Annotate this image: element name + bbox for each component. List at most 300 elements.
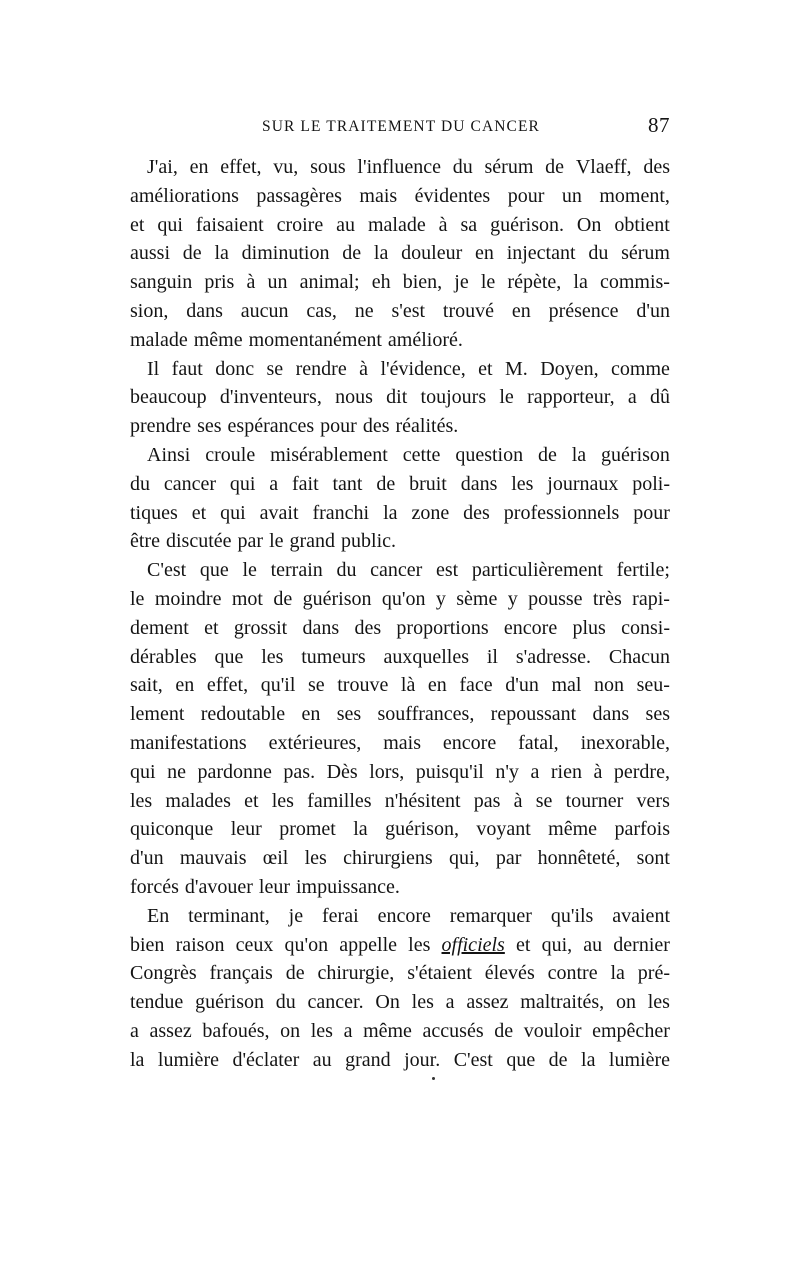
text-line <box>130 1017 670 1046</box>
word: pour <box>507 184 545 207</box>
word: moindre <box>154 587 222 610</box>
text-line <box>130 470 670 499</box>
word: fertile; <box>616 559 670 582</box>
word: bafoués, <box>202 1019 270 1042</box>
text-line <box>130 412 670 441</box>
word: un <box>561 184 582 207</box>
word: et <box>130 213 145 236</box>
word: rapporteur, <box>527 386 615 409</box>
text-line <box>130 815 670 844</box>
word: mais <box>383 731 421 754</box>
text-line <box>130 499 670 528</box>
word: J'ai, <box>147 156 178 178</box>
word: au <box>336 213 356 236</box>
word: ses <box>336 703 362 726</box>
word: impuissance. <box>295 875 400 898</box>
word: a <box>627 386 637 409</box>
text-line <box>130 383 670 412</box>
word: de <box>273 587 293 610</box>
word: puisqu'il <box>415 760 484 783</box>
word: de <box>545 156 565 178</box>
word: de <box>342 242 362 265</box>
word: l'évidence, <box>380 357 466 380</box>
word: terrain <box>270 559 323 582</box>
word: il <box>486 645 498 668</box>
word: ne <box>354 299 374 322</box>
word: lors, <box>369 760 405 783</box>
word: appelle <box>339 933 398 956</box>
text-line <box>130 441 670 470</box>
word: en <box>175 674 195 697</box>
word: élevés <box>484 962 535 985</box>
word: commis- <box>599 271 670 294</box>
word: mauvais <box>179 847 247 870</box>
word: et <box>478 357 493 380</box>
word: bruit <box>409 472 447 495</box>
word: pour <box>320 415 357 438</box>
word: malades <box>165 789 231 812</box>
word: injectant <box>506 242 576 265</box>
word: dement <box>130 616 189 639</box>
word: de <box>182 242 202 265</box>
word: la <box>383 501 398 524</box>
word: rapi- <box>632 587 670 610</box>
word: que <box>506 1048 536 1071</box>
word: même <box>193 328 243 351</box>
word: sa <box>460 213 478 236</box>
word: est <box>435 559 459 582</box>
word: là <box>400 674 416 697</box>
word: faisaient <box>195 213 264 236</box>
word: qu'ils <box>550 904 594 927</box>
word: tumeurs <box>301 645 366 668</box>
text-line <box>130 671 670 700</box>
word: Congrès <box>130 962 197 985</box>
word: non <box>594 674 625 697</box>
word: sérum <box>484 156 534 178</box>
word: lumière <box>157 1048 219 1071</box>
word: dit <box>386 386 408 409</box>
word: terminant, <box>188 904 270 927</box>
word: se <box>535 789 553 812</box>
word: vu, <box>273 156 299 178</box>
word: C'est <box>453 1048 493 1071</box>
word: par <box>237 530 264 553</box>
word: l'influence <box>357 156 441 178</box>
word: pris <box>204 271 235 294</box>
word: promet <box>279 818 336 841</box>
word: a <box>130 1019 139 1042</box>
word: et <box>204 616 219 639</box>
word: guérison, <box>385 818 459 841</box>
word: le <box>499 386 514 409</box>
text-line <box>130 931 670 960</box>
word: à <box>513 789 523 812</box>
text-line <box>130 959 670 988</box>
word: leur <box>230 818 262 841</box>
word: lumière <box>608 1048 670 1071</box>
word: repoussant <box>490 703 577 726</box>
word: ceux <box>235 933 274 956</box>
word: n'y <box>495 760 519 783</box>
word: fatal, <box>518 731 559 754</box>
word: particulièrement <box>471 559 603 582</box>
word: quiconque <box>130 818 214 841</box>
word: pour <box>633 501 670 524</box>
word: guérison <box>195 991 264 1014</box>
word: chirurgie, <box>317 962 395 985</box>
word: perdre, <box>613 760 670 783</box>
word: proportions <box>396 616 489 639</box>
word: redoutable <box>200 703 286 726</box>
word: par <box>495 847 522 870</box>
word: passagères <box>256 184 342 207</box>
print-speck <box>432 1077 435 1080</box>
text-line <box>130 239 670 268</box>
word: qui, <box>541 933 573 956</box>
word: malade <box>367 213 426 236</box>
word: ferai <box>322 904 359 927</box>
text-line <box>130 988 670 1017</box>
word: les <box>310 1019 333 1042</box>
word: grand <box>289 530 336 553</box>
word: en <box>475 242 494 265</box>
word: très <box>592 587 622 610</box>
word: a <box>530 760 540 783</box>
text-line <box>130 1046 670 1075</box>
word: de <box>494 1019 514 1042</box>
word: a <box>445 991 455 1014</box>
word: s'étaient <box>407 962 472 985</box>
text-line <box>130 556 670 585</box>
word: en <box>189 156 209 178</box>
word: extérieures, <box>268 731 362 754</box>
word: contre <box>547 962 598 985</box>
word: la <box>214 242 229 265</box>
word: donc <box>215 357 255 380</box>
word: ne <box>167 760 186 783</box>
word: aucun <box>240 299 289 322</box>
word: espérances <box>227 415 315 438</box>
text-line <box>130 153 670 182</box>
word: cancer. <box>307 991 364 1014</box>
word: d'un <box>130 847 164 870</box>
word: amélioré. <box>387 328 463 351</box>
text-line <box>130 268 670 297</box>
word: Ainsi <box>147 443 191 466</box>
text-line <box>130 211 670 240</box>
word: cancer <box>370 559 423 582</box>
word: y <box>507 587 518 610</box>
word: qui <box>229 472 256 495</box>
word: un <box>267 271 288 294</box>
word: les <box>411 991 434 1014</box>
word: parfois <box>614 818 670 841</box>
word: jour. <box>404 1048 441 1071</box>
word: la <box>610 962 625 985</box>
word: la <box>571 443 587 466</box>
word: présence <box>548 299 619 322</box>
text-line <box>130 873 670 902</box>
running-title: SUR LE TRAITEMENT DU CANCER <box>262 118 540 135</box>
word: ses <box>197 415 222 438</box>
word: a <box>343 1019 353 1042</box>
word: pas. <box>283 760 316 783</box>
word: Chacun <box>608 645 670 668</box>
word: cette <box>402 443 441 466</box>
word: guérison <box>601 443 670 466</box>
word: pas <box>473 789 501 812</box>
word: évidentes <box>414 184 491 207</box>
word: honnêteté, <box>537 847 621 870</box>
word: a <box>269 472 279 495</box>
word: journaux <box>547 472 619 495</box>
word: accusés <box>422 1019 484 1042</box>
word: répète, <box>507 271 562 294</box>
word: français <box>209 962 273 985</box>
text-line <box>130 182 670 211</box>
word: C'est <box>147 559 187 582</box>
word: les <box>261 645 284 668</box>
text-line <box>130 585 670 614</box>
word: même <box>363 1019 412 1042</box>
word: et <box>515 933 531 956</box>
word: professionnels <box>503 501 620 524</box>
word: les <box>647 991 670 1014</box>
word: forcés <box>130 875 179 898</box>
word: grand <box>345 1048 391 1071</box>
word: en <box>511 299 531 322</box>
word: qu'il <box>260 674 296 697</box>
word: sait, <box>130 674 163 697</box>
word: encore <box>503 616 558 639</box>
text-line <box>130 729 670 758</box>
word: misérablement <box>270 443 388 466</box>
word: d'un <box>636 299 670 322</box>
word: guérison. <box>490 213 564 236</box>
word: on <box>615 991 636 1014</box>
word: rien <box>550 760 582 783</box>
word: encore <box>442 731 497 754</box>
word: prendre <box>130 415 192 438</box>
word: des <box>362 415 390 438</box>
word: avait <box>259 501 299 524</box>
word: la <box>581 1048 596 1071</box>
text-line <box>130 902 670 931</box>
word: trouve <box>337 674 389 697</box>
word: face <box>459 674 493 697</box>
word: croule <box>205 443 256 466</box>
word: du <box>130 472 150 495</box>
word: mais <box>359 184 398 207</box>
word: dû <box>650 386 670 409</box>
word: du <box>452 156 473 178</box>
word: dans <box>592 703 630 726</box>
word: animal; <box>299 271 360 294</box>
text-line <box>130 643 670 672</box>
word: trouvé <box>442 299 494 322</box>
word: réalités. <box>395 415 459 438</box>
word: des <box>643 156 670 178</box>
word: même <box>548 818 598 841</box>
word: avaient <box>612 904 670 927</box>
word: plus <box>572 616 606 639</box>
word: qui <box>220 501 246 524</box>
word: Doyen, <box>540 357 599 380</box>
word: des <box>463 501 490 524</box>
word: je <box>454 271 469 294</box>
word: le <box>480 271 496 294</box>
word: poli- <box>632 472 670 495</box>
running-head <box>130 113 670 138</box>
word: d'éclater <box>232 1048 300 1071</box>
body-text <box>130 153 670 1075</box>
word: faut <box>171 357 203 380</box>
text-line <box>130 614 670 643</box>
word: qu'on <box>381 587 426 610</box>
word: Il <box>147 357 160 380</box>
text-line <box>130 326 670 355</box>
word: bien <box>130 933 165 956</box>
word: au <box>583 933 603 956</box>
word: auxquelles <box>383 645 470 668</box>
word: à <box>359 357 369 380</box>
word: de <box>548 1048 568 1071</box>
word: les <box>271 789 294 812</box>
text-line <box>130 355 670 384</box>
word: de <box>376 472 396 495</box>
word: empêcher <box>592 1019 670 1042</box>
word: chirurgiens <box>343 847 433 870</box>
word: la <box>373 242 389 265</box>
text-line <box>130 844 670 873</box>
word: on <box>280 1019 301 1042</box>
word: pardonne <box>197 760 272 783</box>
word: effet, <box>206 674 249 697</box>
word: discutée <box>165 530 232 553</box>
word: tendue <box>130 991 184 1014</box>
word: ses <box>645 703 670 726</box>
word: encore <box>377 904 431 927</box>
word: cas, <box>306 299 337 322</box>
word: grossit <box>233 616 288 639</box>
word: se <box>307 674 325 697</box>
word: n'hésitent <box>384 789 461 812</box>
word: leur <box>258 875 290 898</box>
word: au <box>312 1048 332 1071</box>
word: beaucoup <box>130 386 207 409</box>
word: qui <box>157 213 183 236</box>
word: cancer <box>163 472 217 495</box>
word: en <box>301 703 321 726</box>
word: public. <box>341 530 397 553</box>
text-line <box>130 787 670 816</box>
page-number: 87 <box>648 113 670 137</box>
word: souffrances, <box>377 703 475 726</box>
word: que <box>199 559 229 582</box>
word: dérables <box>130 645 197 668</box>
word: améliorations <box>130 184 239 207</box>
word: à <box>438 213 448 236</box>
word: et <box>191 501 207 524</box>
word: dans <box>460 472 498 495</box>
word: effet, <box>220 156 262 178</box>
word: obtient <box>614 213 670 236</box>
word: la <box>130 1048 145 1071</box>
word: le <box>242 559 257 582</box>
word: du <box>275 991 296 1014</box>
word: de <box>285 962 305 985</box>
word: malade <box>130 328 188 351</box>
word: momentanément <box>248 328 382 351</box>
word: remarquer <box>449 904 532 927</box>
word: bien, <box>402 271 443 294</box>
word: de <box>537 443 557 466</box>
word: y <box>435 587 446 610</box>
word: En <box>147 904 170 927</box>
word: œil <box>262 847 289 870</box>
word: à <box>593 760 603 783</box>
word: du <box>588 242 609 265</box>
word: s'adresse. <box>515 645 592 668</box>
word: seu- <box>636 674 670 697</box>
word: aussi <box>130 242 170 265</box>
word: voyant <box>476 818 531 841</box>
word: d'inventeurs, <box>219 386 322 409</box>
word: sont <box>636 847 670 870</box>
text-line <box>130 700 670 729</box>
word: être <box>130 530 160 553</box>
text-line <box>130 527 670 556</box>
word: franchi <box>312 501 370 524</box>
word: sème <box>456 587 498 610</box>
word: zone <box>411 501 450 524</box>
word: s'est <box>391 299 426 322</box>
word: sion, <box>130 299 169 322</box>
word: tant <box>332 472 363 495</box>
word: dans <box>302 616 340 639</box>
word: sanguin <box>130 271 193 294</box>
word: pré- <box>637 962 670 985</box>
word: tiques <box>130 501 178 524</box>
word: raison <box>175 933 225 956</box>
word: sous <box>310 156 346 178</box>
word: d'avouer <box>184 875 253 898</box>
word: consi- <box>621 616 670 639</box>
word: croire <box>276 213 324 236</box>
word: M. <box>505 357 528 380</box>
word: vers <box>636 789 670 812</box>
word: assez <box>466 991 509 1014</box>
text-line <box>130 758 670 787</box>
word: le <box>269 530 284 553</box>
word: guérison <box>302 587 372 610</box>
word: question <box>455 443 524 466</box>
word: tourner <box>565 789 624 812</box>
text-line <box>130 297 670 326</box>
word: comme <box>611 357 670 380</box>
word: douleur <box>401 242 463 265</box>
word: familles <box>307 789 372 812</box>
word: des <box>354 616 382 639</box>
word: lement <box>130 703 185 726</box>
word: eh <box>371 271 391 294</box>
word: dernier <box>613 933 670 956</box>
word: vouloir <box>523 1019 582 1042</box>
word: pousse <box>528 587 583 610</box>
word: se <box>266 357 284 380</box>
word: Vlaeff, <box>575 156 632 178</box>
